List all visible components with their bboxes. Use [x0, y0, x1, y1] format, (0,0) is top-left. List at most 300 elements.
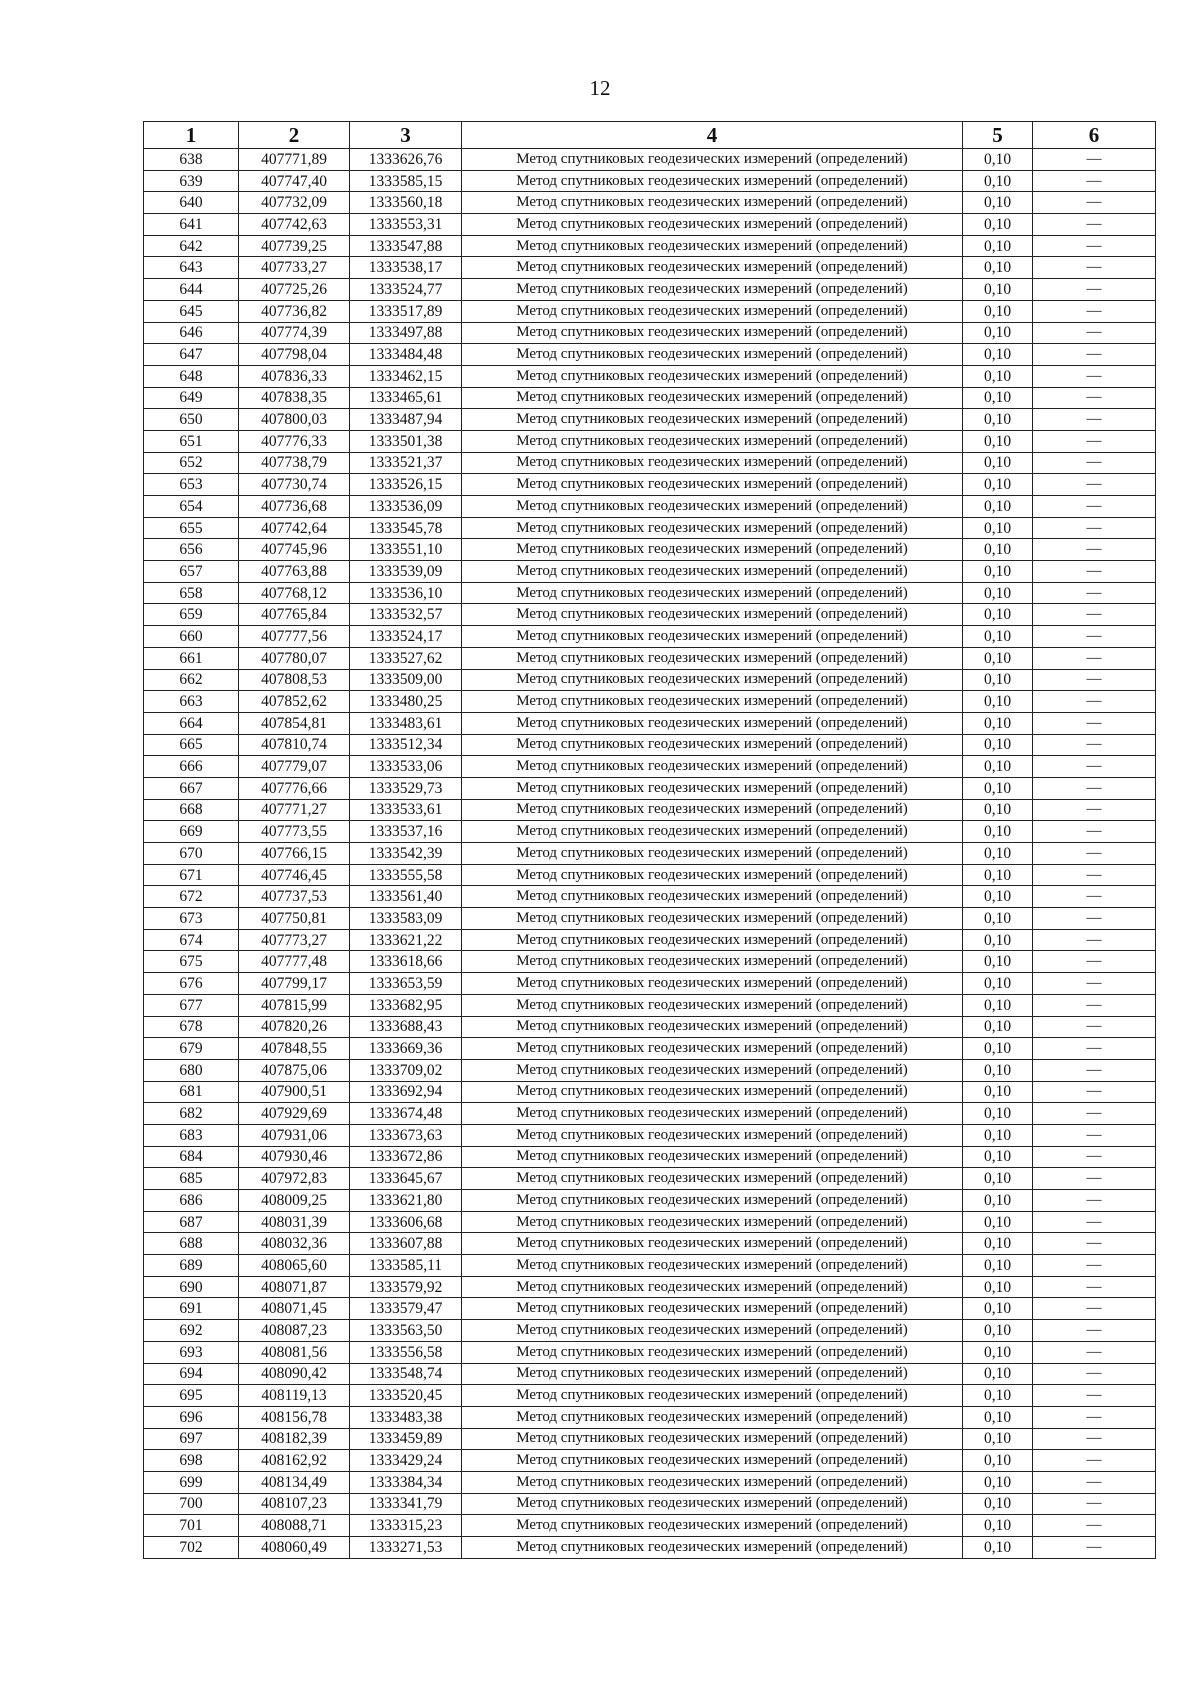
point-number-cell: 655	[144, 517, 239, 539]
description-cell: —	[1033, 951, 1156, 973]
table-row	[144, 669, 1156, 691]
description-cell: —	[1033, 1320, 1156, 1342]
description-cell: —	[1033, 452, 1156, 474]
x-coordinate-cell: 407777,48	[239, 951, 350, 973]
table-row	[144, 279, 1156, 301]
description-cell: —	[1033, 1471, 1156, 1493]
table-row	[144, 1016, 1156, 1038]
point-number-cell: 644	[144, 279, 239, 301]
x-coordinate-cell: 407725,26	[239, 279, 350, 301]
point-number-cell: 639	[144, 170, 239, 192]
table-row	[144, 1103, 1156, 1125]
point-number-cell: 647	[144, 344, 239, 366]
point-number-cell: 667	[144, 777, 239, 799]
accuracy-cell: 0,10	[963, 1406, 1033, 1428]
table-row	[144, 365, 1156, 387]
point-number-cell: 697	[144, 1428, 239, 1450]
y-coordinate-cell: 1333547,88	[350, 235, 462, 257]
description-cell: —	[1033, 929, 1156, 951]
method-cell: Метод спутниковых геодезических измерений (определений)	[462, 1385, 963, 1407]
header-col-3: 3	[350, 122, 462, 149]
table-row	[144, 864, 1156, 886]
accuracy-cell: 0,10	[963, 235, 1033, 257]
point-number-cell: 688	[144, 1233, 239, 1255]
point-number-cell: 672	[144, 886, 239, 908]
point-number-cell: 673	[144, 908, 239, 930]
method-cell: Метод спутниковых геодезических измерений (определений)	[462, 582, 963, 604]
table-row	[144, 1515, 1156, 1537]
method-cell: Метод спутниковых геодезических измерений (определений)	[462, 821, 963, 843]
point-number-cell: 674	[144, 929, 239, 951]
y-coordinate-cell: 1333674,48	[350, 1103, 462, 1125]
point-number-cell: 678	[144, 1016, 239, 1038]
y-coordinate-cell: 1333517,89	[350, 300, 462, 322]
y-coordinate-cell: 1333653,59	[350, 973, 462, 995]
method-cell: Метод спутниковых геодезических измерений (определений)	[462, 756, 963, 778]
accuracy-cell: 0,10	[963, 821, 1033, 843]
description-cell: —	[1033, 756, 1156, 778]
x-coordinate-cell: 407900,51	[239, 1081, 350, 1103]
accuracy-cell: 0,10	[963, 430, 1033, 452]
y-coordinate-cell: 1333669,36	[350, 1038, 462, 1060]
point-number-cell: 648	[144, 365, 239, 387]
x-coordinate-cell: 408156,78	[239, 1406, 350, 1428]
x-coordinate-cell: 407929,69	[239, 1103, 350, 1125]
y-coordinate-cell: 1333532,57	[350, 604, 462, 626]
y-coordinate-cell: 1333560,18	[350, 192, 462, 214]
accuracy-cell: 0,10	[963, 452, 1033, 474]
accuracy-cell: 0,10	[963, 496, 1033, 518]
method-cell: Метод спутниковых геодезических измерений (определений)	[462, 604, 963, 626]
point-number-cell: 658	[144, 582, 239, 604]
x-coordinate-cell: 407733,27	[239, 257, 350, 279]
description-cell: —	[1033, 1428, 1156, 1450]
method-cell: Метод спутниковых геодезических измерений (определений)	[462, 973, 963, 995]
accuracy-cell: 0,10	[963, 1493, 1033, 1515]
description-cell: —	[1033, 1450, 1156, 1472]
method-cell: Метод спутниковых геодезических измерений (определений)	[462, 886, 963, 908]
x-coordinate-cell: 407732,09	[239, 192, 350, 214]
table-row	[144, 496, 1156, 518]
table-row	[144, 1276, 1156, 1298]
method-cell: Метод спутниковых геодезических измерений (определений)	[462, 951, 963, 973]
table-row	[144, 170, 1156, 192]
header-row	[144, 122, 1156, 149]
y-coordinate-cell: 1333536,10	[350, 582, 462, 604]
description-cell: —	[1033, 344, 1156, 366]
y-coordinate-cell: 1333483,61	[350, 712, 462, 734]
table-row	[144, 1385, 1156, 1407]
point-number-cell: 664	[144, 712, 239, 734]
accuracy-cell: 0,10	[963, 1276, 1033, 1298]
point-number-cell: 677	[144, 994, 239, 1016]
method-cell: Метод спутниковых геодезических измерений (определений)	[462, 561, 963, 583]
method-cell: Метод спутниковых геодезических измерений (определений)	[462, 1320, 963, 1342]
point-number-cell: 659	[144, 604, 239, 626]
description-cell: —	[1033, 1233, 1156, 1255]
page-number: 12	[589, 76, 611, 100]
description-cell: —	[1033, 279, 1156, 301]
description-cell: —	[1033, 843, 1156, 865]
table-row	[144, 756, 1156, 778]
method-cell: Метод спутниковых геодезических измерений (определений)	[462, 452, 963, 474]
x-coordinate-cell: 407815,99	[239, 994, 350, 1016]
y-coordinate-cell: 1333384,34	[350, 1471, 462, 1493]
point-number-cell: 691	[144, 1298, 239, 1320]
point-number-cell: 671	[144, 864, 239, 886]
table-row	[144, 214, 1156, 236]
description-cell: —	[1033, 365, 1156, 387]
point-number-cell: 657	[144, 561, 239, 583]
method-cell: Метод спутниковых геодезических измерений (определений)	[462, 1016, 963, 1038]
point-number-cell: 654	[144, 496, 239, 518]
point-number-cell: 680	[144, 1059, 239, 1081]
x-coordinate-cell: 408009,25	[239, 1190, 350, 1212]
accuracy-cell: 0,10	[963, 517, 1033, 539]
method-cell: Метод спутниковых геодезических измерений (определений)	[462, 149, 963, 171]
method-cell: Метод спутниковых геодезических измерений (определений)	[462, 496, 963, 518]
description-cell: —	[1033, 1103, 1156, 1125]
table-row	[144, 1320, 1156, 1342]
point-number-cell: 656	[144, 539, 239, 561]
method-cell: Метод спутниковых геодезических измерений (определений)	[462, 1428, 963, 1450]
table-row	[144, 908, 1156, 930]
description-cell: —	[1033, 149, 1156, 171]
accuracy-cell: 0,10	[963, 1298, 1033, 1320]
method-cell: Метод спутниковых геодезических измерений (определений)	[462, 1493, 963, 1515]
method-cell: Метод спутниковых геодезических измерений (определений)	[462, 214, 963, 236]
point-number-cell: 682	[144, 1103, 239, 1125]
point-number-cell: 640	[144, 192, 239, 214]
x-coordinate-cell: 408107,23	[239, 1493, 350, 1515]
point-number-cell: 701	[144, 1515, 239, 1537]
description-cell: —	[1033, 691, 1156, 713]
table-row	[144, 973, 1156, 995]
description-cell: —	[1033, 1146, 1156, 1168]
point-number-cell: 642	[144, 235, 239, 257]
x-coordinate-cell: 407776,66	[239, 777, 350, 799]
accuracy-cell: 0,10	[963, 387, 1033, 409]
method-cell: Метод спутниковых геодезических измерений (определений)	[462, 1298, 963, 1320]
y-coordinate-cell: 1333688,43	[350, 1016, 462, 1038]
x-coordinate-cell: 407854,81	[239, 712, 350, 734]
point-number-cell: 665	[144, 734, 239, 756]
y-coordinate-cell: 1333520,45	[350, 1385, 462, 1407]
point-number-cell: 689	[144, 1255, 239, 1277]
table-row	[144, 821, 1156, 843]
point-number-cell: 683	[144, 1124, 239, 1146]
y-coordinate-cell: 1333607,88	[350, 1233, 462, 1255]
accuracy-cell: 0,10	[963, 170, 1033, 192]
accuracy-cell: 0,10	[963, 1537, 1033, 1559]
x-coordinate-cell: 407738,79	[239, 452, 350, 474]
x-coordinate-cell: 407736,82	[239, 300, 350, 322]
table-row	[144, 1341, 1156, 1363]
table-row	[144, 734, 1156, 756]
table-row	[144, 1211, 1156, 1233]
accuracy-cell: 0,10	[963, 777, 1033, 799]
point-number-cell: 668	[144, 799, 239, 821]
header-col-1: 1	[144, 122, 239, 149]
y-coordinate-cell: 1333539,09	[350, 561, 462, 583]
description-cell: —	[1033, 1124, 1156, 1146]
accuracy-cell: 0,10	[963, 539, 1033, 561]
accuracy-cell: 0,10	[963, 1341, 1033, 1363]
accuracy-cell: 0,10	[963, 1320, 1033, 1342]
x-coordinate-cell: 408060,49	[239, 1537, 350, 1559]
y-coordinate-cell: 1333579,47	[350, 1298, 462, 1320]
accuracy-cell: 0,10	[963, 582, 1033, 604]
y-coordinate-cell: 1333545,78	[350, 517, 462, 539]
description-cell: —	[1033, 214, 1156, 236]
point-number-cell: 690	[144, 1276, 239, 1298]
point-number-cell: 643	[144, 257, 239, 279]
table-body	[144, 149, 1156, 1559]
method-cell: Метод спутниковых геодезических измерений (определений)	[462, 300, 963, 322]
method-cell: Метод спутниковых геодезических измерений (определений)	[462, 387, 963, 409]
x-coordinate-cell: 407838,35	[239, 387, 350, 409]
x-coordinate-cell: 407765,84	[239, 604, 350, 626]
x-coordinate-cell: 408087,23	[239, 1320, 350, 1342]
y-coordinate-cell: 1333533,61	[350, 799, 462, 821]
method-cell: Метод спутниковых геодезических измерений (определений)	[462, 647, 963, 669]
y-coordinate-cell: 1333459,89	[350, 1428, 462, 1450]
description-cell: —	[1033, 235, 1156, 257]
table-row	[144, 517, 1156, 539]
point-number-cell: 698	[144, 1450, 239, 1472]
x-coordinate-cell: 407736,68	[239, 496, 350, 518]
y-coordinate-cell: 1333563,50	[350, 1320, 462, 1342]
table-row	[144, 886, 1156, 908]
x-coordinate-cell: 407820,26	[239, 1016, 350, 1038]
table-row	[144, 257, 1156, 279]
point-number-cell: 692	[144, 1320, 239, 1342]
method-cell: Метод спутниковых геодезических измерений (определений)	[462, 1059, 963, 1081]
coordinates-table	[143, 121, 1156, 1559]
accuracy-cell: 0,10	[963, 1471, 1033, 1493]
y-coordinate-cell: 1333645,67	[350, 1168, 462, 1190]
accuracy-cell: 0,10	[963, 1168, 1033, 1190]
table-row	[144, 1059, 1156, 1081]
point-number-cell: 663	[144, 691, 239, 713]
description-cell: —	[1033, 1168, 1156, 1190]
method-cell: Метод спутниковых геодезических измерений (определений)	[462, 409, 963, 431]
y-coordinate-cell: 1333626,76	[350, 149, 462, 171]
point-number-cell: 695	[144, 1385, 239, 1407]
point-number-cell: 694	[144, 1363, 239, 1385]
x-coordinate-cell: 407875,06	[239, 1059, 350, 1081]
y-coordinate-cell: 1333585,11	[350, 1255, 462, 1277]
accuracy-cell: 0,10	[963, 300, 1033, 322]
x-coordinate-cell: 408088,71	[239, 1515, 350, 1537]
table-row	[144, 1471, 1156, 1493]
x-coordinate-cell: 407771,89	[239, 149, 350, 171]
y-coordinate-cell: 1333484,48	[350, 344, 462, 366]
table-row	[144, 691, 1156, 713]
method-cell: Метод спутниковых геодезических измерений (определений)	[462, 430, 963, 452]
x-coordinate-cell: 408031,39	[239, 1211, 350, 1233]
x-coordinate-cell: 407739,25	[239, 235, 350, 257]
y-coordinate-cell: 1333537,16	[350, 821, 462, 843]
accuracy-cell: 0,10	[963, 734, 1033, 756]
x-coordinate-cell: 407836,33	[239, 365, 350, 387]
accuracy-cell: 0,10	[963, 994, 1033, 1016]
x-coordinate-cell: 408071,45	[239, 1298, 350, 1320]
method-cell: Метод спутниковых геодезических измерений (определений)	[462, 1233, 963, 1255]
method-cell: Метод спутниковых геодезических измерений (определений)	[462, 365, 963, 387]
y-coordinate-cell: 1333480,25	[350, 691, 462, 713]
accuracy-cell: 0,10	[963, 843, 1033, 865]
accuracy-cell: 0,10	[963, 1255, 1033, 1277]
point-number-cell: 679	[144, 1038, 239, 1060]
y-coordinate-cell: 1333673,63	[350, 1124, 462, 1146]
table-row	[144, 452, 1156, 474]
table-row	[144, 192, 1156, 214]
method-cell: Метод спутниковых геодезических измерений (определений)	[462, 1515, 963, 1537]
method-cell: Метод спутниковых геодезических измерений (определений)	[462, 344, 963, 366]
x-coordinate-cell: 407810,74	[239, 734, 350, 756]
x-coordinate-cell: 407766,15	[239, 843, 350, 865]
description-cell: —	[1033, 474, 1156, 496]
method-cell: Метод спутниковых геодезических измерений (определений)	[462, 1537, 963, 1559]
point-number-cell: 685	[144, 1168, 239, 1190]
method-cell: Метод спутниковых геодезических измерений (определений)	[462, 1168, 963, 1190]
description-cell: —	[1033, 430, 1156, 452]
description-cell: —	[1033, 1493, 1156, 1515]
accuracy-cell: 0,10	[963, 1124, 1033, 1146]
table-row	[144, 474, 1156, 496]
table-row	[144, 843, 1156, 865]
accuracy-cell: 0,10	[963, 1059, 1033, 1081]
table-row	[144, 1081, 1156, 1103]
point-number-cell: 669	[144, 821, 239, 843]
description-cell: —	[1033, 561, 1156, 583]
table-row	[144, 539, 1156, 561]
description-cell: —	[1033, 1515, 1156, 1537]
y-coordinate-cell: 1333672,86	[350, 1146, 462, 1168]
y-coordinate-cell: 1333465,61	[350, 387, 462, 409]
description-cell: —	[1033, 496, 1156, 518]
y-coordinate-cell: 1333548,74	[350, 1363, 462, 1385]
description-cell: —	[1033, 387, 1156, 409]
description-cell: —	[1033, 1276, 1156, 1298]
y-coordinate-cell: 1333497,88	[350, 322, 462, 344]
accuracy-cell: 0,10	[963, 756, 1033, 778]
table-row	[144, 561, 1156, 583]
table-row	[144, 951, 1156, 973]
method-cell: Метод спутниковых геодезических измерений (определений)	[462, 192, 963, 214]
x-coordinate-cell: 407771,27	[239, 799, 350, 821]
accuracy-cell: 0,10	[963, 322, 1033, 344]
table-header	[144, 122, 1156, 149]
description-cell: —	[1033, 409, 1156, 431]
description-cell: —	[1033, 257, 1156, 279]
point-number-cell: 650	[144, 409, 239, 431]
accuracy-cell: 0,10	[963, 973, 1033, 995]
table-row	[144, 777, 1156, 799]
header-col-4: 4	[462, 122, 963, 149]
method-cell: Метод спутниковых геодезических измерений (определений)	[462, 1124, 963, 1146]
y-coordinate-cell: 1333538,17	[350, 257, 462, 279]
y-coordinate-cell: 1333682,95	[350, 994, 462, 1016]
method-cell: Метод спутниковых геодезических измерений (определений)	[462, 1471, 963, 1493]
x-coordinate-cell: 408065,60	[239, 1255, 350, 1277]
description-cell: —	[1033, 322, 1156, 344]
method-cell: Метод спутниковых геодезических измерений (определений)	[462, 843, 963, 865]
y-coordinate-cell: 1333555,58	[350, 864, 462, 886]
x-coordinate-cell: 407742,63	[239, 214, 350, 236]
x-coordinate-cell: 407747,40	[239, 170, 350, 192]
x-coordinate-cell: 407808,53	[239, 669, 350, 691]
point-number-cell: 646	[144, 322, 239, 344]
point-number-cell: 653	[144, 474, 239, 496]
x-coordinate-cell: 407776,33	[239, 430, 350, 452]
method-cell: Метод спутниковых геодезических измерений (определений)	[462, 474, 963, 496]
accuracy-cell: 0,10	[963, 1363, 1033, 1385]
description-cell: —	[1033, 886, 1156, 908]
point-number-cell: 645	[144, 300, 239, 322]
accuracy-cell: 0,10	[963, 192, 1033, 214]
point-number-cell: 681	[144, 1081, 239, 1103]
point-number-cell: 641	[144, 214, 239, 236]
table-row	[144, 582, 1156, 604]
description-cell: —	[1033, 192, 1156, 214]
accuracy-cell: 0,10	[963, 1103, 1033, 1125]
y-coordinate-cell: 1333618,66	[350, 951, 462, 973]
point-number-cell: 699	[144, 1471, 239, 1493]
description-cell: —	[1033, 647, 1156, 669]
method-cell: Метод спутниковых геодезических измерений (определений)	[462, 908, 963, 930]
accuracy-cell: 0,10	[963, 561, 1033, 583]
point-number-cell: 662	[144, 669, 239, 691]
table-row	[144, 1428, 1156, 1450]
table-row	[144, 1168, 1156, 1190]
description-cell: —	[1033, 1255, 1156, 1277]
x-coordinate-cell: 408162,92	[239, 1450, 350, 1472]
x-coordinate-cell: 408119,13	[239, 1385, 350, 1407]
y-coordinate-cell: 1333621,80	[350, 1190, 462, 1212]
y-coordinate-cell: 1333271,53	[350, 1537, 462, 1559]
point-number-cell: 702	[144, 1537, 239, 1559]
method-cell: Метод спутниковых геодезических измерений (определений)	[462, 1081, 963, 1103]
description-cell: —	[1033, 1059, 1156, 1081]
accuracy-cell: 0,10	[963, 344, 1033, 366]
accuracy-cell: 0,10	[963, 409, 1033, 431]
description-cell: —	[1033, 908, 1156, 930]
table-row	[144, 1298, 1156, 1320]
x-coordinate-cell: 408182,39	[239, 1428, 350, 1450]
method-cell: Метод спутниковых геодезических измерений (определений)	[462, 1341, 963, 1363]
x-coordinate-cell: 407930,46	[239, 1146, 350, 1168]
x-coordinate-cell: 407780,07	[239, 647, 350, 669]
method-cell: Метод спутниковых геодезических измерений (определений)	[462, 539, 963, 561]
description-cell: —	[1033, 1341, 1156, 1363]
table-row	[144, 430, 1156, 452]
x-coordinate-cell: 407746,45	[239, 864, 350, 886]
point-number-cell: 638	[144, 149, 239, 171]
table-row	[144, 604, 1156, 626]
y-coordinate-cell: 1333542,39	[350, 843, 462, 865]
table-row	[144, 1233, 1156, 1255]
y-coordinate-cell: 1333527,62	[350, 647, 462, 669]
point-number-cell: 687	[144, 1211, 239, 1233]
accuracy-cell: 0,10	[963, 1211, 1033, 1233]
description-cell: —	[1033, 170, 1156, 192]
description-cell: —	[1033, 1385, 1156, 1407]
description-cell: —	[1033, 517, 1156, 539]
table-row	[144, 235, 1156, 257]
point-number-cell: 666	[144, 756, 239, 778]
